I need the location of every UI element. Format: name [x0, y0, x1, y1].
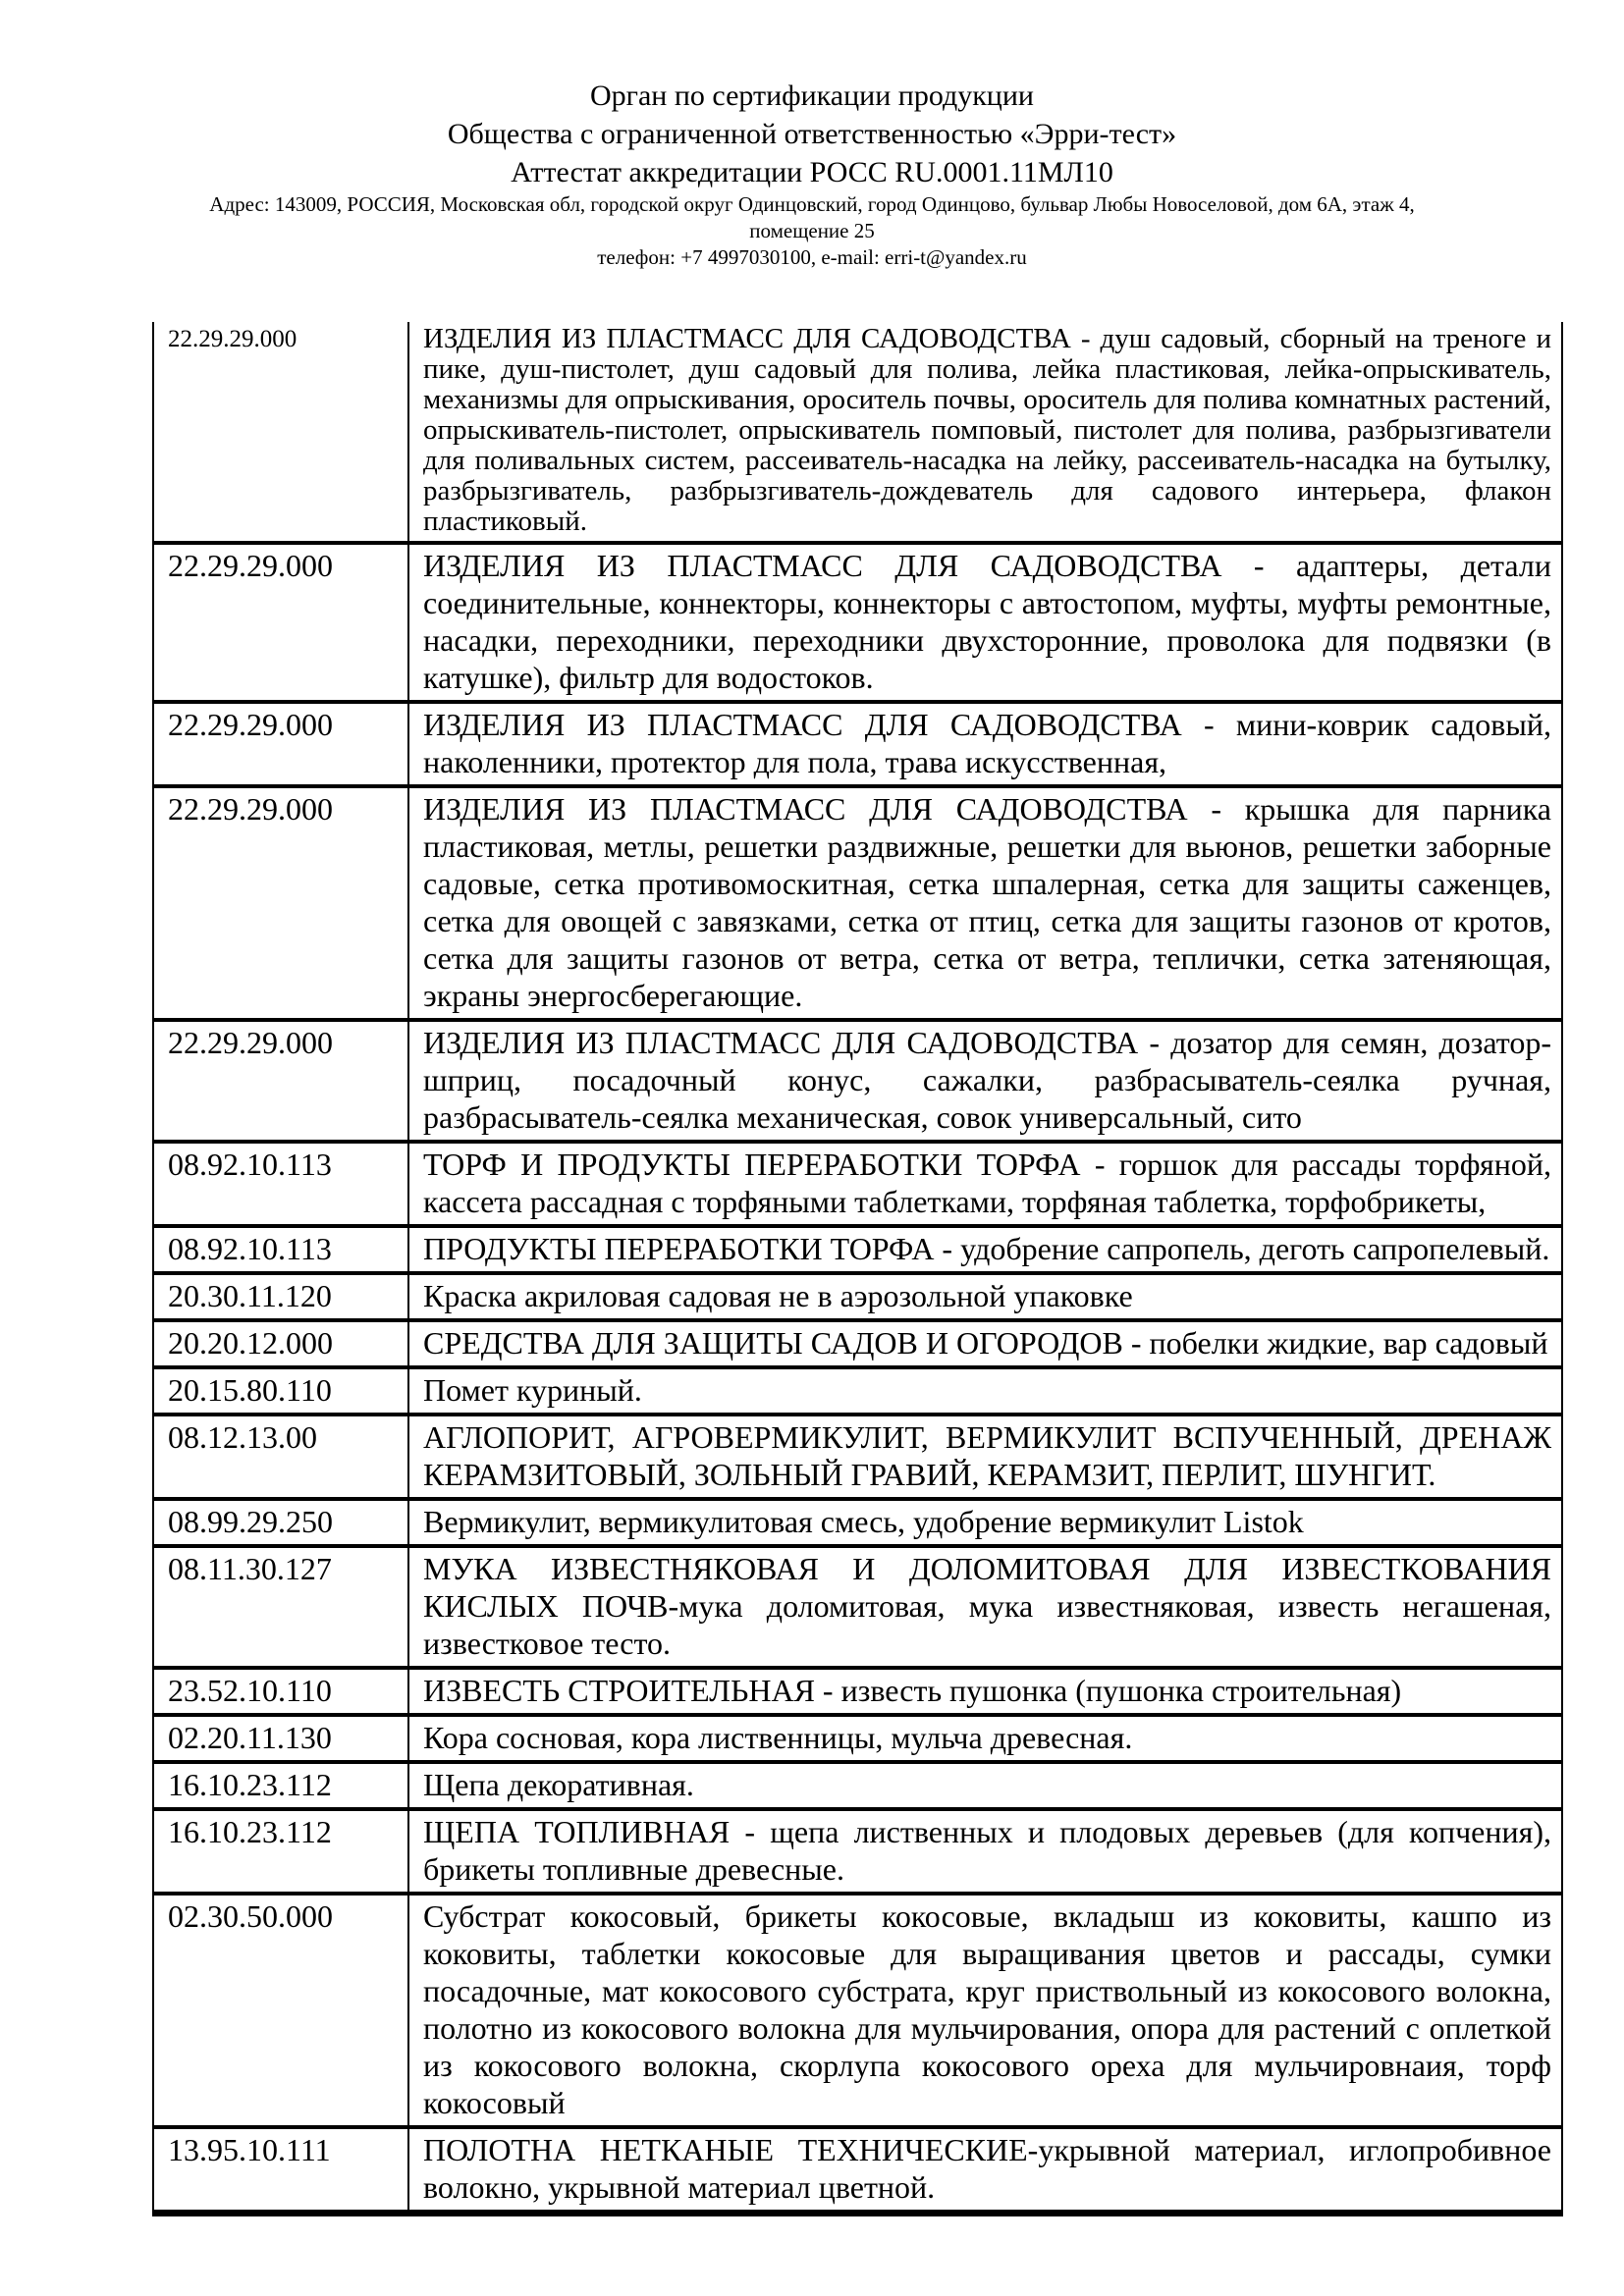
table-row [153, 2127, 1562, 2214]
product-description-cell: ЩЕПА ТОПЛИВНАЯ - щепа лиственных и плодовых деревьев (для копчения), брикеты топливные древесные. [408, 1809, 1562, 1894]
product-code-cell: 22.29.29.000 [153, 786, 408, 1020]
product-code-cell: 16.10.23.112 [153, 1809, 408, 1894]
product-code-cell: 23.52.10.110 [153, 1668, 408, 1715]
header-org-line-1: Орган по сертификации продукции [590, 80, 1034, 112]
product-description-cell: ИЗДЕЛИЯ ИЗ ПЛАСТМАСС ДЛЯ САДОВОДСТВА - крышка для парника пластиковая, метлы, решетки раздвижные, решетки для вьюнов, решетки заборные садовые, сетка противомоскитная, сетка шпалерная, сетка для защиты саженцев, сетка для овощей с завязками, сетка от птиц, сетка для защиты газонов от кротов, сетка для защиты газонов от ветра, сетка от ветра, теплички, сетка затеняющая, экраны энергосберегающие. [408, 786, 1562, 1020]
table-row [153, 543, 1562, 702]
product-code-cell: 20.30.11.120 [153, 1273, 408, 1320]
header-contacts-line: телефон: +7 4997030100, e-mail: erri-t@yandex.ru [597, 245, 1027, 269]
table-row [153, 1762, 1562, 1809]
product-description-cell: ТОРФ И ПРОДУКТЫ ПЕРЕРАБОТКИ ТОРФА - горшок для рассады торфяной, кассета рассадная с торфяными таблетками, торфяная таблетка, торфобрикеты, [408, 1142, 1562, 1226]
product-code-cell: 02.30.50.000 [153, 1894, 408, 2127]
header-address-line-2: помещение 25 [749, 219, 875, 242]
product-code-cell: 08.92.10.113 [153, 1226, 408, 1273]
product-description-cell: ИЗДЕЛИЯ ИЗ ПЛАСТМАСС ДЛЯ САДОВОДСТВА - адаптеры, детали соединительные, коннекторы, коннекторы с автостопом, муфты, муфты ремонтные, насадки, переходники, переходники двухсторонние, проволока для подвязки (в катушке), фильтр для водостоков. [408, 543, 1562, 702]
header-org-line-2: Общества с ограниченной ответственностью «Эрри-тест» [447, 118, 1177, 150]
table-row [153, 1226, 1562, 1273]
certification-header [0, 0, 1624, 271]
products-table [152, 322, 1563, 2216]
table-row [153, 1367, 1562, 1415]
product-description-cell: Щепа декоративная. [408, 1762, 1562, 1809]
table-row [153, 1020, 1562, 1142]
product-code-cell: 22.29.29.000 [153, 543, 408, 702]
table-row [153, 1142, 1562, 1226]
table-row [153, 1415, 1562, 1499]
table-row [153, 1715, 1562, 1762]
product-code-cell: 20.15.80.110 [153, 1367, 408, 1415]
product-code-cell: 08.99.29.250 [153, 1499, 408, 1546]
table-row [153, 786, 1562, 1020]
table-row [153, 1668, 1562, 1715]
product-table-body [153, 322, 1562, 2214]
table-row [153, 1320, 1562, 1367]
product-description-cell: ПОЛОТНА НЕТКАНЫЕ ТЕХНИЧЕСКИЕ-укрывной материал, иглопробивное волокно, укрывной материал цветной. [408, 2127, 1562, 2214]
header-address-line-1: Адрес: 143009, РОССИЯ, Московская обл, городской округ Одинцовский, город Одинцово, бульвар Любы Новоселовой, дом 6А, этаж 4, [209, 192, 1415, 216]
product-description-cell: ИЗВЕСТЬ СТРОИТЕЛЬНАЯ - известь пушонка (пушонка строительная) [408, 1668, 1562, 1715]
product-code-cell: 08.12.13.00 [153, 1415, 408, 1499]
table-row [153, 1546, 1562, 1668]
product-description-cell: ИЗДЕЛИЯ ИЗ ПЛАСТМАСС ДЛЯ САДОВОДСТВА - мини-коврик садовый, наколенники, протектор для пола, трава искусственная, [408, 702, 1562, 786]
product-description-cell: СРЕДСТВА ДЛЯ ЗАЩИТЫ САДОВ И ОГОРОДОВ - побелки жидкие, вар садовый [408, 1320, 1562, 1367]
product-code-cell: 20.20.12.000 [153, 1320, 408, 1367]
header-accreditation-line: Аттестат аккредитации РОСС RU.0001.11МЛ10 [511, 156, 1113, 188]
product-description-cell: ИЗДЕЛИЯ ИЗ ПЛАСТМАСС ДЛЯ САДОВОДСТВА - душ садовый, сборный на треноге и пике, душ-пистолет, душ садовый для полива, лейка пластиковая, лейка-опрыскиватель, механизмы для опрыскивания, ороситель почвы, ороситель для полива комнатных растений, опрыскиватель-пистолет, опрыскиватель помповый, пистолет для полива, разбрызгиватели для поливальных систем, рассеиватель-насадка на лейку, рассеиватель-насадка на бутылку, разбрызгиватель, разбрызгиватель-дождеватель для садового интерьера, флакон пластиковый. [408, 322, 1562, 543]
table-row [153, 1499, 1562, 1546]
table-row [153, 702, 1562, 786]
product-code-cell: 16.10.23.112 [153, 1762, 408, 1809]
table-row [153, 1273, 1562, 1320]
product-description-cell: ИЗДЕЛИЯ ИЗ ПЛАСТМАСС ДЛЯ САДОВОДСТВА - дозатор для семян, дозатор-шприц, посадочный конус, сажалки, разбрасыватель-сеялка ручная, разбрасыватель-сеялка механическая, совок универсальный, сито [408, 1020, 1562, 1142]
product-code-cell: 02.20.11.130 [153, 1715, 408, 1762]
product-description-cell: Вермикулит, вермикулитовая смесь, удобрение вермикулит Listok [408, 1499, 1562, 1546]
table-row [153, 1894, 1562, 2127]
product-description-cell: МУКА ИЗВЕСТНЯКОВАЯ И ДОЛОМИТОВАЯ ДЛЯ ИЗВЕСТКОВАНИЯ КИСЛЫХ ПОЧВ-мука доломитовая, мука известняковая, известь негашеная, известковое тесто. [408, 1546, 1562, 1668]
product-code-cell: 22.29.29.000 [153, 322, 408, 543]
product-code-cell: 08.11.30.127 [153, 1546, 408, 1668]
product-description-cell: ПРОДУКТЫ ПЕРЕРАБОТКИ ТОРФА - удобрение сапропель, деготь сапропелевый. [408, 1226, 1562, 1273]
product-code-cell: 22.29.29.000 [153, 1020, 408, 1142]
product-description-cell: АГЛОПОРИТ, АГРОВЕРМИКУЛИТ, ВЕРМИКУЛИТ ВСПУЧЕННЫЙ, ДРЕНАЖ КЕРАМЗИТОВЫЙ, ЗОЛЬНЫЙ ГРАВИЙ, КЕРАМЗИТ, ПЕРЛИТ, ШУНГИТ. [408, 1415, 1562, 1499]
product-code-cell: 22.29.29.000 [153, 702, 408, 786]
product-code-cell: 08.92.10.113 [153, 1142, 408, 1226]
product-description-cell: Субстрат кокосовый, брикеты кокосовые, вкладыш из коковиты, кашпо из коковиты, таблетки кокосовые для выращивания цветов и рассады, сумки посадочные, мат кокосового субстрата, круг приствольный из кокосового волокна, полотно из кокосового волокна для мульчирования, опора для растений с оплеткой из кокосового волокна, скорлупа кокосового ореха для мульчировнаия, торф кокосовый [408, 1894, 1562, 2127]
product-description-cell: Краска акриловая садовая не в аэрозольной упаковке [408, 1273, 1562, 1320]
product-description-cell: Помет куриный. [408, 1367, 1562, 1415]
table-row [153, 322, 1562, 543]
product-code-cell: 13.95.10.111 [153, 2127, 408, 2214]
product-description-cell: Кора сосновая, кора лиственницы, мульча древесная. [408, 1715, 1562, 1762]
table-row [153, 1809, 1562, 1894]
